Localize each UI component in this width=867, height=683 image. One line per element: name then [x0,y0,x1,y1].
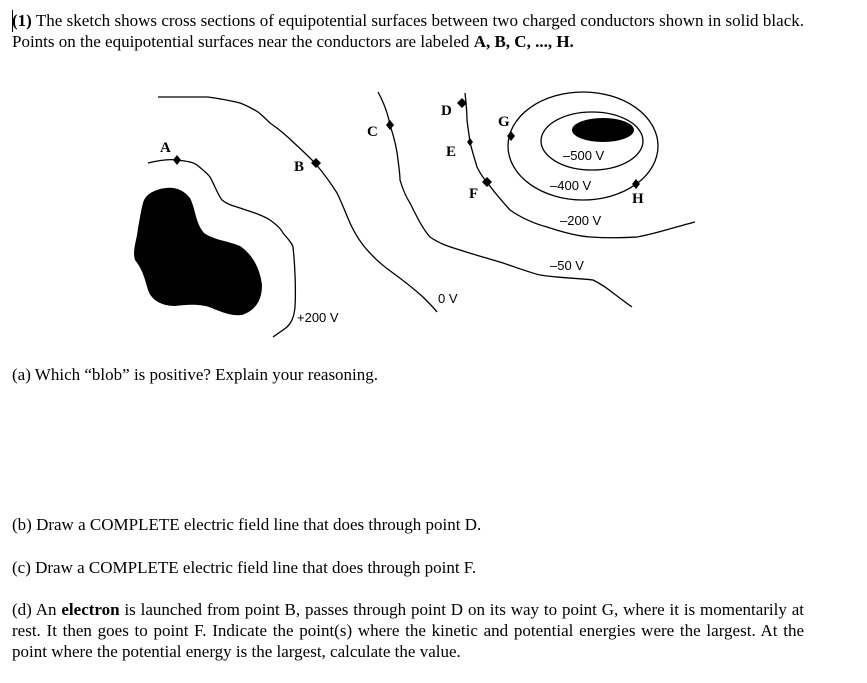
part-a: (a) Which “blob” is positive? Explain your reasoning. [12,365,379,384]
point-label-f: F [469,186,479,202]
point-markers [173,98,640,189]
label-zero: 0 V [438,291,458,306]
part-d-text: is launched from point B, passes through point D on its way to point G, where it is momentarily at rest. It then goes to point F. Indicate the point(s) where the kinetic and potential energies were the largest. At the point where the potential energy is the largest, calculate the value. [12,600,804,661]
left-conductor-blob [134,188,262,315]
point-label-a: A [160,140,171,156]
label-minus500: –500 V [563,148,605,163]
point-label-e: E [446,144,457,160]
label-plus200: +200 V [297,310,339,325]
point-label-d: D [441,103,452,119]
point-h-marker [632,179,640,189]
right-conductor-blob [572,118,634,142]
point-b-marker [311,158,321,168]
label-minus200: –200 V [560,213,602,228]
point-e-marker [467,138,473,146]
point-label-c: C [367,124,378,140]
part-d-electron: electron [61,600,120,619]
part-d-prefix: (d) An [12,600,62,619]
label-minus400: –400 V [550,178,592,193]
point-label-b: B [294,159,305,175]
point-labels: A, B, C, ..., H. [473,32,574,51]
question-text: The sketch shows cross sections of equipotential surfaces between two charged conductors shown in solid black. Points on the equipotential surfaces near the conductors are labeled [12,11,804,51]
point-label-g: G [498,114,510,130]
part-b: (b) Draw a COMPLETE electric field line that does through point D. [12,515,482,534]
part-c: (c) Draw a COMPLETE electric field line that does through point F. [12,558,477,577]
point-c-marker [386,120,394,130]
part-d [12,599,804,662]
question-number: (1) [12,11,32,30]
point-a-marker [173,155,181,165]
point-label-h: H [632,191,644,207]
label-minus50: –50 V [550,258,584,273]
